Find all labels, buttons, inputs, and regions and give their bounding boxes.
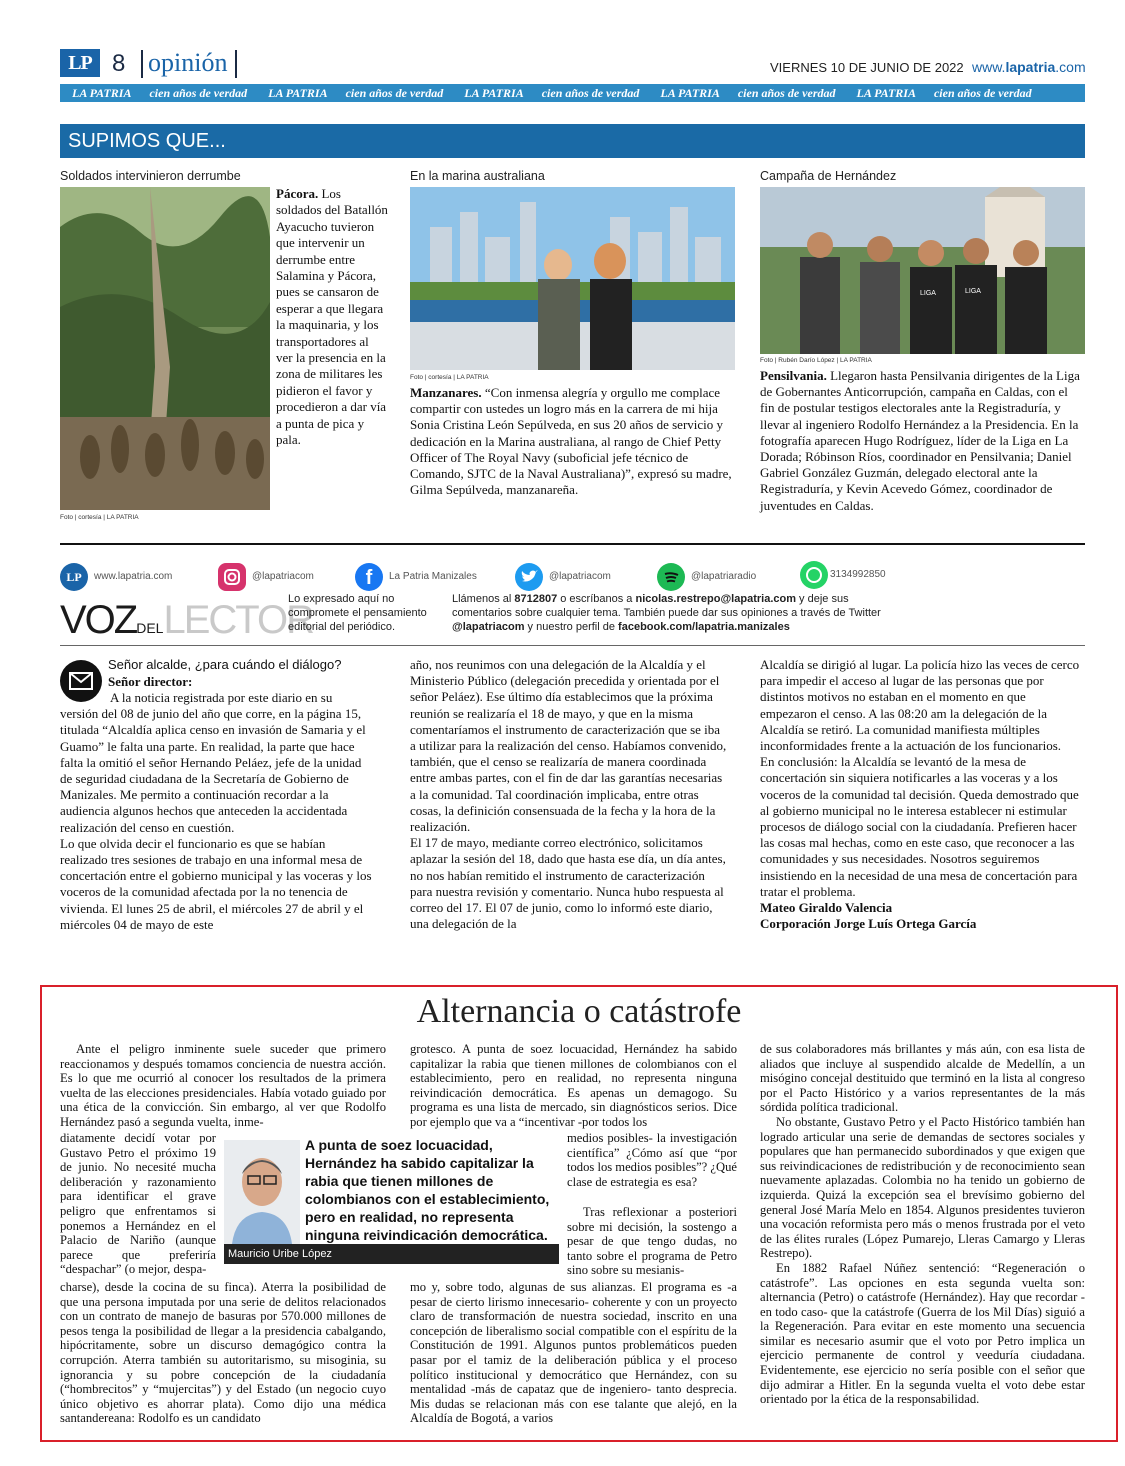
social-instagram[interactable]: @lapatriacom [252,571,314,582]
brief-lead: Pensilvania. [760,368,827,383]
social-twitter[interactable]: @lapatriacom [549,571,611,582]
article-paragraph: de sus colaboradores más brillantes y más aún, con esa lista de aliados que incluye al suspendido alcalde de Medellín, a un misógino concejal destituido que terminó en la lista al congreso por el Pacto Histórico y a varios representantes de la más sórdida política tradicional. [760,1042,1085,1115]
voz-del-lector-title [60,598,313,650]
spotify-icon [657,563,685,591]
brief-text: “Con inmensa alegría y orgullo me complace compartir con ustedes un logro más en la carrera de mi hija Sonia Cristina León Sepúlveda, en sus 20 años de servicio y dedicación en la Marina australiana, al rango de Chief Petty Officer of The Royal Navy (suboficial jefe técnico de Comando, SJTC de la Naval Australiana)”, expresó su madre, Gilma Sepúlveda, manzanareña. [410,385,732,498]
letter-paragraph: El 17 de mayo, mediante correo electrónico, solicitamos aplazar la sesión del 18, dado que hasta ese día, un día antes, no nos habían remitido el instrumento de caracterización para nuestra revisión y comentario. Nunca hubo respuesta al correo del 17. El 07 de junio, como lo informó este diario, una delegación de la [410,835,726,932]
contact-text: y nuestro perfil de [524,621,619,633]
letter-paragraph: Alcaldía se dirigió al lugar. La policía hizo las veces de cerco para impedir el acceso al lugar de las personas que por distintos motivos no estaban en el momento en que empezaron el censo. A las 08:20 am la delegación de la Alcaldía se retiró. La comunidad manifiesta múltiples inconformidades frente a la actuación de los funcionarios. [760,657,1080,754]
website-link[interactable] [972,58,1086,76]
photo-credit: Foto | cortesía | LA PATRIA [60,514,139,521]
letter-subject: Señor alcalde, ¿para cuándo el diálogo? [108,657,342,672]
contact-text: o escríbanos a [557,593,636,605]
divider [235,50,237,78]
facebook-icon: f [355,563,383,591]
letter-col3 [760,657,1085,932]
whatsapp-icon [800,561,828,589]
photo-caption: Campaña de Hernández [760,169,897,183]
ribbon-brand: LA PATRIA [660,86,720,100]
ribbon-slogan: cien años de verdad [737,86,836,100]
disclaimer: Lo expresado aquí no compromete el pensamiento editorial del periódico. [288,593,427,633]
author-name: Mauricio Uribe López [224,1244,559,1264]
social-web[interactable]: www.lapatria.com [94,571,173,582]
photo-caption: Soldados intervinieron derrumbe [60,169,241,183]
letter-paragraph: En conclusión: la Alcaldía se levantó de la mesa de concertación sin siquiera notificarles a las voceras y a los voceros de la comunidad tal decisión. Queda demostrado que al gobierno municipal no le interesa establecer ni estimular procesos de diálogo social con la ciudadanía. Prefieren hacer las cosas mal hechas, como en este caso, que reconocer a las comunidades y sus necesidades. Nosotros seguiremos insistiendo en la necesidad de una mesa de concertación para tratar el problema. [760,754,1079,899]
author-photo [224,1140,300,1244]
social-whatsapp[interactable]: 3134992850 [830,569,886,580]
lp-logo-icon: LP [60,563,88,591]
twitter-icon [515,563,543,591]
contact-text: Llámenos al [452,593,515,605]
shirt-logo: LIGA [965,288,981,295]
photo-navy [410,187,735,370]
article-col2-wrap: medios posibles- la investigación científica” ¿Cómo así que “por todos los medios posibles”? ¿Qué clase de estrategia es esa? [567,1131,737,1189]
section-title: opinión [148,48,228,77]
lector-word: LECTOR [163,598,313,642]
del-word: DEL [136,620,164,636]
letter-organization: Corporación Jorge Luís Ortega García [760,916,977,932]
issue-date: VIERNES 10 DE JUNIO DE 2022 [770,60,964,75]
photo-soldiers [60,187,270,510]
article-title: Alternancia o catástrofe [416,993,742,1030]
article-col2-wrap2: Tras reflexionar a posteriori sobre mi decisión, la sostengo a pesar de que tengo dudas, no tanto sobre el programa de Petro sino sobre su mesianis- [567,1205,737,1278]
letter-paragraph: año, nos reunimos con una delegación de la Alcaldía y el Ministerio Público (delegación precedida y orientada por el señor Peláez). Ese último día establecimos que la próxima reunión se realizaría el 18 de mayo, y que en la misma comentaríamos el instrumento de caracterización que se iba a utilizar para la realización del censo. Habíamos convenido, también, que el censo se realizaría de manera coordinada entre ambas partes, con el fin de dar las garantías necesarias a la comunidad. Tal coordinación implicaba, entre otras cosas, la definición consensuada de la fecha y la hora de la realización. [410,657,727,835]
article-col2-top: grotesco. A punta de soez locuacidad, Hernández ha sabido capitalizar la rabia que tienen millones de colombianos con el establecimiento, pero en realidad, no representa ninguna reivindicación democrática. Es apenas un demagogo. Su programa es una lista de mercado, sin diagnósticos serios. Dice por ejemplo que va a “incentivar -por todos los [410,1042,737,1129]
instagram-icon [218,563,246,591]
contact-info [452,592,882,634]
letter-col2 [410,657,728,932]
page-number: 8 [112,50,126,77]
brand-ribbon [60,84,1085,102]
contact-phone[interactable]: 8712807 [514,593,558,605]
brief-manzanares [410,385,738,498]
web-brand: lapatria [1005,59,1056,75]
photo-credit: Foto | Rubén Darío López | LA PATRIA [760,357,872,364]
letter-paragraph: Lo que olvida decir el funcionario es que se habían realizado tres sesiones de trabajo en una informal mesa de concertación entre el gobierno municipal y las voceras y los voceros de la comunidad afectada por la no tenencia de vivienda. El lunes 25 de abril, el miércoles 27 de abril y el miércoles 04 de mayo de este [60,835,372,932]
photo-credit: Foto | cortesía | LA PATRIA [410,374,489,381]
contact-email[interactable]: nicolas.restrepo@lapatria.com [635,593,796,605]
ribbon-slogan: cien años de verdad [345,86,444,100]
ribbon-brand: LA PATRIA [464,86,524,100]
voz-word: VOZ [60,598,137,642]
article-col1-bottom: charse), desde la cocina de su finca). Aterra la posibilidad de que una persona imputada por una serie de delitos relacionados con un contrato de manejo de basuras por 570.000 millones de pesos tenga la posibilidad de llegar a la presidencia cabalgando, hipócritamente, sobre un discurso demagógico contra la corrupción. Aterra también su autoritarismo, su misoginia, su ignorancia y su pobre concepción de la ciudadanía (“hombrecitos” y “mujercitas”) y del Estado (un negocio cuyo único objetivo es ahorrar plata). Como dijo una médica santandereana: Rodolfo es un candidato [60,1280,386,1426]
brief-lead: Manzanares. [410,385,482,400]
contact-twitter[interactable]: @lapatriacom [452,621,525,633]
photo-caption: En la marina australiana [410,169,545,183]
ribbon-brand: LA PATRIA [856,86,916,100]
divider [141,50,143,78]
section-divider [60,543,1085,545]
letter-signature: Mateo Giraldo Valencia [760,900,893,916]
web-prefix: www. [972,59,1006,75]
social-facebook[interactable]: La Patria Manizales [389,571,477,582]
brief-pacora [276,186,388,449]
article-col2-bottom: mo y, sobre todo, algunas de sus alianzas. El programa es -a pesar de cierto lirismo innecesario- coherente y con un proyecto claro de transformación de nuestra sociedad, inscrito en una concepción de liberalismo social compatible con el espíritu de la Constitución de 1991. Algunos puntos problemáticos pueden pasar por el tamiz de la deliberación pública y el proceso político institucional y democrático que Hernández, con su mentalidad -más de capataz que de ingeniero- tanto desprecia. Mis dudas se relacionan más con ese talante que alejó, en la Alcaldía de Bogotá, a varios [410,1280,737,1426]
brief-text: Los soldados del Batallón Ayacucho tuvieron que intervenir un derrumbe entre Salamina y Pácora, pues se cansaron de esperar a que llegara la maquinaria, y los transportadores al ver la presencia en la zona de militares les pidieron el favor y procedieron a dar vía a punta de pica y pala. [276,186,388,448]
shirt-logo: LIGA [920,290,936,297]
ribbon-slogan: cien años de verdad [541,86,640,100]
letter-paragraph: A la noticia registrada por este diario en su versión del 08 de junio del año que corre, en la página 15, titulada “Alcaldía aplica censo en invasión de Samaria y el Guamo” le falta una parte. En realidad, la parte que hace falta la omitió el señor Hernando Peláez, jefe de la unidad de seguridad ciudadana de la Secretaría de Gobierno de Manizales. Me permito a continuación recordar a la audiencia algunos hechos que anteceden la accidentada realización del censo en cuestión. [60,690,366,835]
logo: LP [60,49,100,77]
contact-facebook[interactable]: facebook.com/lapatria.manizales [618,621,790,633]
ribbon-slogan: cien años de verdad [933,86,1032,100]
article-paragraph: En 1882 Rafael Núñez sentenció: “Regeneración o catástrofe”. Las opciones en esta segunda vuelta son: alternancia (Petro) o catástrofe (Hernández). Hay que recordar -en todo caso- que la catástrofe (Guerra de los Mil Días) siguió a la Regeneración. Para evitar en este momento una secuencia similar es necesario asumir que el voto por Petro implica un ejercicio permanente de control y veeduría ciudadana. Evidentemente, ese ejercicio no sería posible con el señor que dijo admirar a Hitler. En la segunda vuelta el voto debe estar orientado por la ética de la responsabilidad. [760,1260,1085,1407]
ribbon-brand: LA PATRIA [72,86,132,100]
letter-salutation: Señor director: [108,674,193,689]
ribbon-brand: LA PATRIA [268,86,328,100]
letter-col1 [60,690,372,933]
pull-quote: A punta de soez locuacidad, Hernández ha sabido capitalizar la rabia que tienen millones de colombianos con el establecimiento, pero en realidad, no representa ninguna reivindicación democrática. [305,1137,550,1243]
article-col1-top: Ante el peligro inminente suele suceder que primero reaccionamos y después tomamos conciencia de nuestra acción. Es lo que me ocurrió al conocer los resultados de la primera vuelta de las elecciones presidenciales. Había votado guiado por una ética de la convicción. Sin embargo, al ver que Rodolfo Hernández pasó a segunda vuelta, inme- [60,1042,386,1129]
social-spotify[interactable]: @lapatriaradio [691,571,757,582]
contact-text: y deje sus comentarios sobre cualquier tema. También puede dar sus opiniones a través de Twitter [452,593,881,619]
article-col3 [760,1042,1085,1407]
brief-text: Llegaron hasta Pensilvania dirigentes de la Liga de Gobernantes Anticorrupción, campaña en Caldas, con el fin de postular testigos electorales ante la Registraduría, y llevar al ingeniero Rodolfo Hernández a la Presidencia. En la fotografía aparecen Hugo Rodríguez, líder de la Liga en La Dorada; Róbinson Ríos, coordinador en Pensilvania; Daniel Gabriel González Guzmán, delegado electoral ante la Registraduría, y Kevin Acevedo Gómez, coordinador de juventudes en Caldas. [760,368,1080,513]
article-paragraph: No obstante, Gustavo Petro y el Pacto Histórico también han logrado articular una serie de demandas de sectores sociales y populares que han permanecido subordinados y que exigen que sus reivindicaciones de redistribución y de reconocimiento sean nuevamente aplazadas. Colombia no ha tenido un gobierno de izquierda. Quizá la excepción sea el brevísimo gobierno del general José María Melo en 1854. Algunos presidentes tuvieron una vocación reformista pero más o menos frustrada por el veto de las élites rurales (López Pumarejo, Lleras Camargo y Lleras Restrepo). [760,1114,1085,1261]
ribbon-slogan: cien años de verdad [149,86,248,100]
brief-lead: Pácora. [276,186,319,201]
brief-pensilvania [760,368,1085,514]
web-suffix: .com [1055,59,1086,75]
article-col1-wrap: diatamente decidí votar por Gustavo Petro el próximo 19 de junio. No necesité mucha deliberación y razonamiento para identificar el grave peligro que enfrentamos si ponemos a Hernández en el Palacio de Nariño (aunque parece que preferiría “despachar” (o mejor, despa- [60,1131,216,1277]
supimos-banner: SUPIMOS QUE... [60,124,1085,158]
photo-campaign [760,187,1085,354]
thin-divider [60,645,1085,646]
